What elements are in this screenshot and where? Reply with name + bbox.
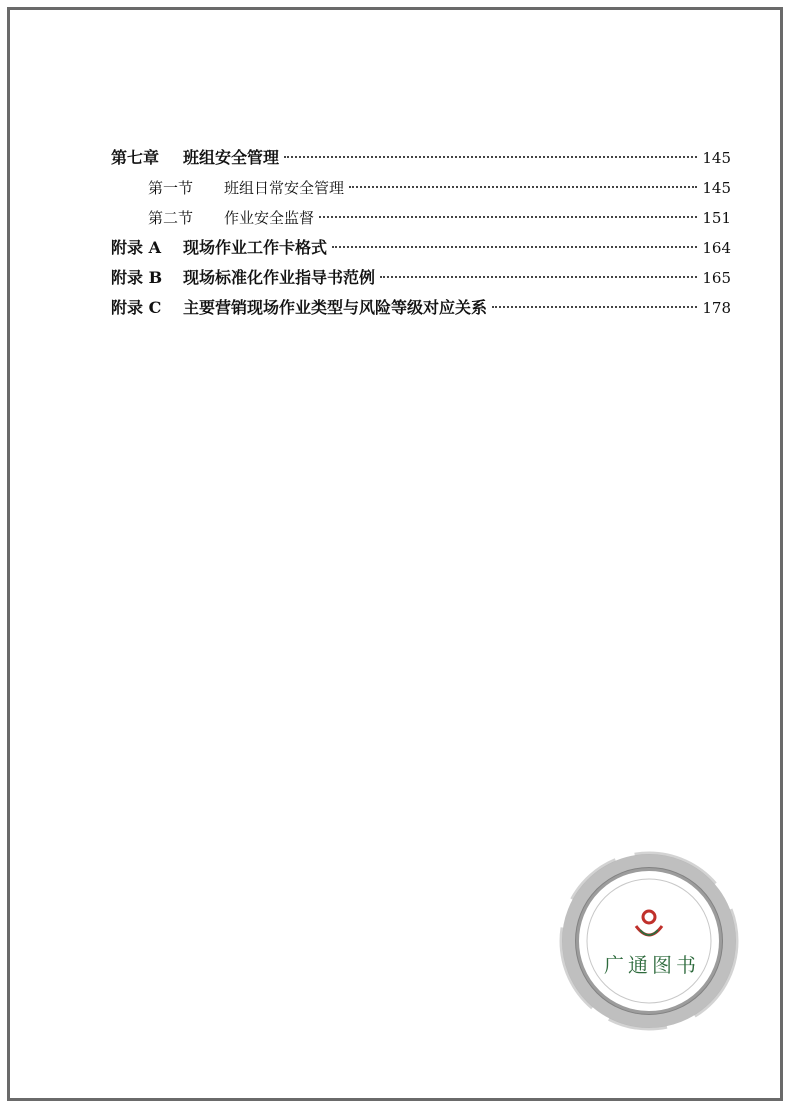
publisher-logo xyxy=(556,848,742,1034)
toc-entry-title: 作业安全监督 xyxy=(224,209,315,227)
toc-entry-appendix-a[interactable] xyxy=(111,233,731,263)
dot-leader xyxy=(349,186,697,188)
toc-entry-label xyxy=(148,203,314,233)
toc-entry-label xyxy=(111,263,375,293)
toc-entry-page: 164 xyxy=(702,239,731,257)
dot-leader xyxy=(492,306,697,308)
toc-entry-number: 附录 A xyxy=(111,238,161,257)
toc-entry-section-2[interactable] xyxy=(111,203,731,233)
toc-entry-title: 现场作业工作卡格式 xyxy=(183,238,328,257)
toc-entry-title: 班组日常安全管理 xyxy=(224,179,345,197)
ink-circle-icon xyxy=(556,848,742,1034)
toc-entry-appendix-b[interactable] xyxy=(111,263,731,293)
publisher-name: 广通图书 xyxy=(604,953,700,977)
toc-entry-number: 第一节 xyxy=(148,179,194,197)
toc-entry-page: 145 xyxy=(702,149,731,167)
toc-entry-number: 第二节 xyxy=(148,209,194,227)
toc-entry-page: 145 xyxy=(702,179,731,197)
dot-leader xyxy=(380,276,697,278)
toc-entry-chapter-7[interactable] xyxy=(111,143,731,173)
toc-entry-label xyxy=(111,143,279,173)
toc-entry-title: 现场标准化作业指导书范例 xyxy=(183,268,376,287)
dot-leader xyxy=(319,216,697,218)
toc-entry-page: 178 xyxy=(702,299,731,317)
toc-entry-title: 主要营销现场作业类型与风险等级对应关系 xyxy=(183,298,488,317)
toc-entry-section-1[interactable] xyxy=(111,173,731,203)
table-of-contents xyxy=(111,143,731,323)
toc-entry-appendix-c[interactable] xyxy=(111,293,731,323)
toc-entry-number: 附录 C xyxy=(111,298,162,317)
toc-entry-page: 151 xyxy=(702,209,731,227)
dot-leader xyxy=(332,246,697,248)
toc-entry-label xyxy=(111,233,327,263)
dot-leader xyxy=(284,156,697,158)
toc-entry-number: 第七章 xyxy=(111,148,160,167)
toc-entry-label xyxy=(111,293,487,323)
toc-entry-label xyxy=(148,173,344,203)
toc-entry-title: 班组安全管理 xyxy=(183,148,280,167)
toc-entry-page: 165 xyxy=(702,269,731,287)
toc-entry-number: 附录 B xyxy=(111,268,163,287)
book-page xyxy=(7,7,783,1101)
